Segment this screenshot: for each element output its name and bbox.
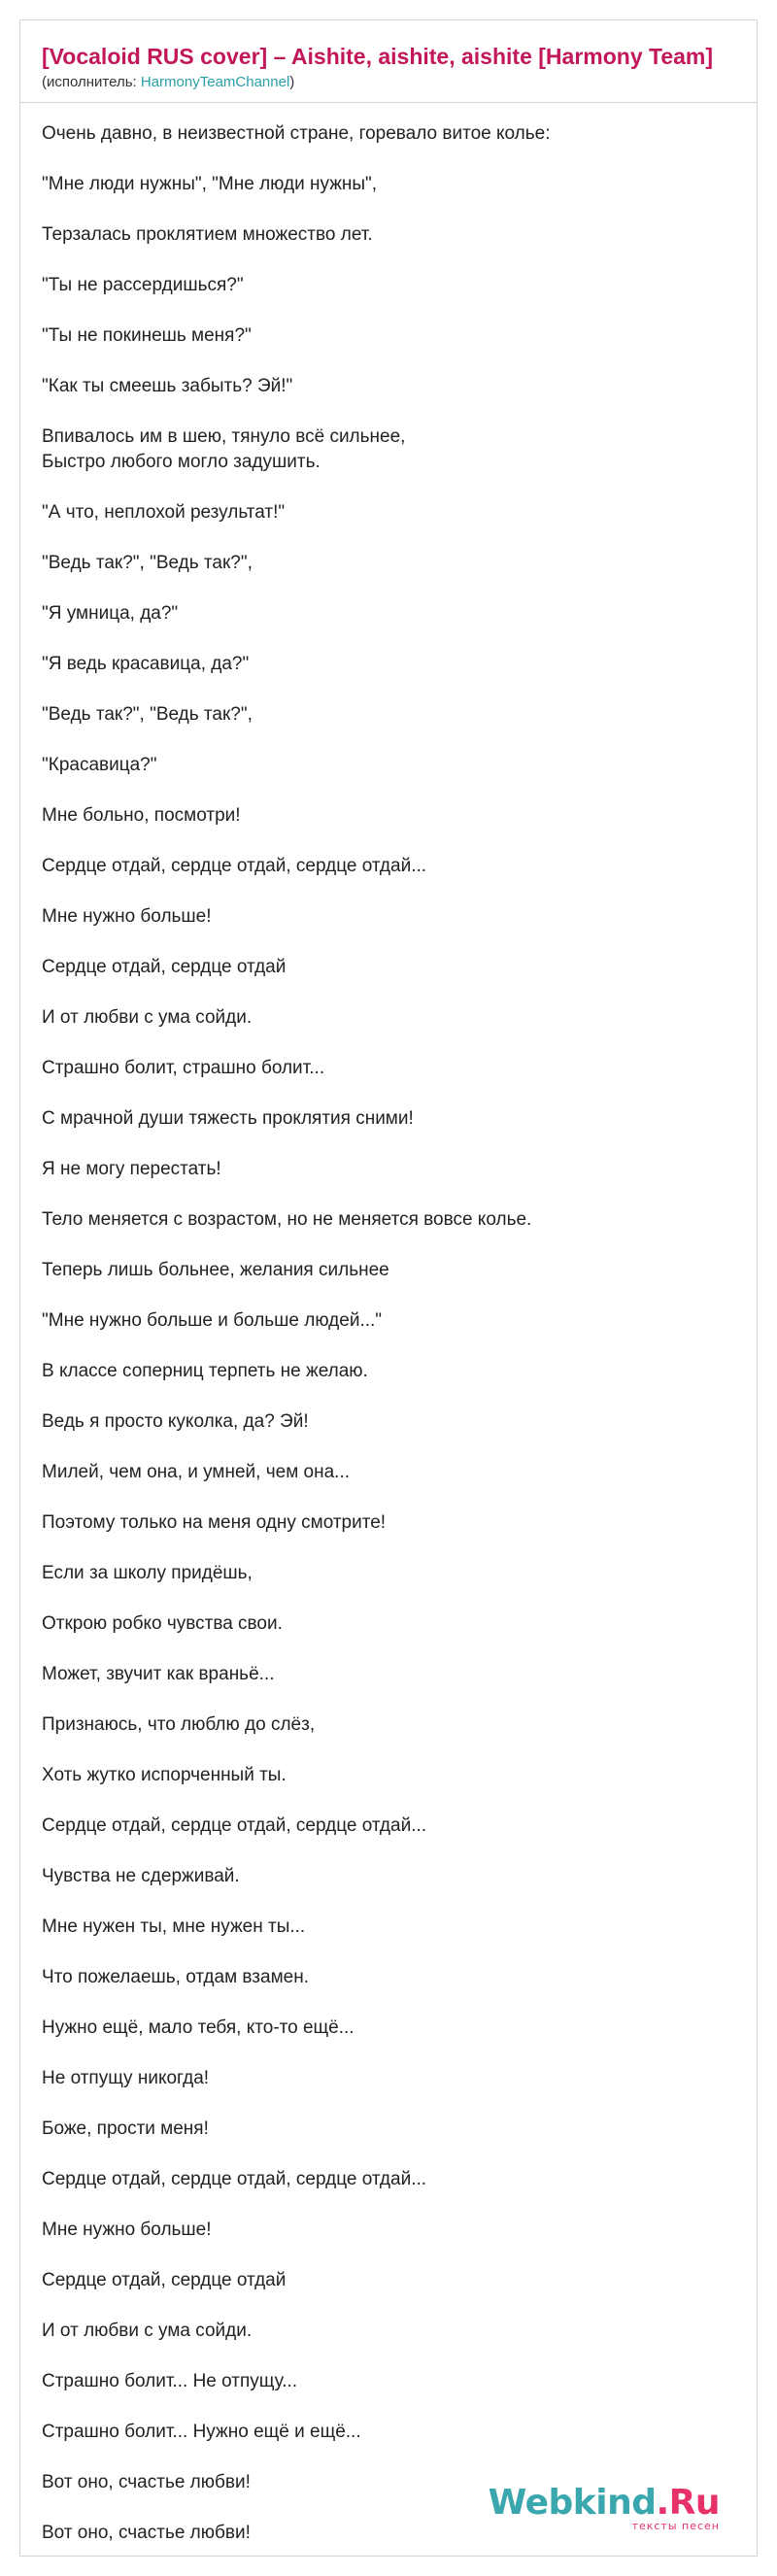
artist-prefix: (исполнитель: <box>42 74 141 90</box>
lyric-stanza <box>42 1965 741 1990</box>
lyric-line: В классе соперниц терпеть не желаю. <box>42 1361 368 1381</box>
lyric-line: "Ведь так?", "Ведь так?", <box>42 553 253 573</box>
lyric-stanza <box>42 2117 741 2142</box>
lyric-line: Мне больно, посмотри! <box>42 805 241 826</box>
lyric-line: Страшно болит... Не отпущу... <box>42 2371 298 2391</box>
lyric-line: "Я ведь красавица, да?" <box>42 654 250 674</box>
lyric-line: Сердце отдай, сердце отдай <box>42 2270 287 2290</box>
lyric-stanza <box>42 500 741 525</box>
lyric-stanza <box>42 2319 741 2344</box>
lyric-stanza <box>42 1662 741 1687</box>
lyric-stanza <box>42 121 741 147</box>
lyric-stanza <box>42 1864 741 1889</box>
lyric-stanza <box>42 1359 741 1384</box>
lyric-stanza <box>42 323 741 349</box>
lyric-stanza <box>42 1409 741 1435</box>
lyric-line: Милей, чем она, и умней, чем она... <box>42 1462 350 1482</box>
lyric-line: Открою робко чувства свои. <box>42 1613 283 1634</box>
song-title: [Vocaloid RUS cover] – Aishite, aishite, aishite [Harmony Team] <box>42 44 714 69</box>
lyric-line: Страшно болит, страшно болит... <box>42 1058 325 1078</box>
lyric-line: Вот оно, счастье любви! <box>42 2472 251 2492</box>
lyric-line: С мрачной души тяжесть проклятия сними! <box>42 1108 414 1129</box>
logo-domain-text: .Ru <box>656 2483 720 2523</box>
artist-suffix: ) <box>289 74 295 90</box>
lyric-line: Мне нужен ты, мне нужен ты... <box>42 1916 306 1937</box>
lyric-stanza <box>42 601 741 627</box>
lyric-line: Мне нужно больше! <box>42 2220 212 2240</box>
lyric-line: Впивалось им в шею, тянуло всё сильнее, <box>42 426 406 447</box>
lyric-stanza <box>42 1460 741 1485</box>
lyric-stanza <box>42 1106 741 1132</box>
song-header <box>20 20 757 92</box>
lyric-line: Сердце отдай, сердце отдай, сердце отдай... <box>42 856 427 876</box>
lyric-line: "Ведь так?", "Ведь так?", <box>42 704 253 725</box>
artist-link[interactable]: HarmonyTeamChannel <box>140 74 290 90</box>
lyric-line: Если за школу придёшь, <box>42 1563 253 1583</box>
lyric-stanza <box>42 2066 741 2091</box>
lyric-stanza <box>42 1915 741 1940</box>
lyric-stanza <box>42 2268 741 2293</box>
lyric-line: Вот оно, счастье любви! <box>42 2523 251 2543</box>
lyric-stanza <box>42 172 741 197</box>
lyric-line: Боже, прости меня! <box>42 2118 209 2139</box>
lyric-stanza <box>42 2369 741 2394</box>
lyric-stanza <box>42 1813 741 1839</box>
lyric-line: Чувства не сдерживай. <box>42 1866 240 1886</box>
lyric-stanza <box>42 222 741 248</box>
lyric-stanza <box>42 1763 741 1788</box>
lyric-stanza <box>42 803 741 829</box>
header-divider <box>20 102 757 103</box>
lyric-stanza <box>42 1157 741 1182</box>
webkind-logo[interactable] <box>489 2485 720 2532</box>
lyric-line: Признаюсь, что люблю до слёз, <box>42 1714 316 1735</box>
lyric-line: Ведь я просто куколка, да? Эй! <box>42 1411 309 1432</box>
lyric-stanza <box>42 904 741 930</box>
logo-main-text: Webkind <box>488 2483 657 2523</box>
lyric-stanza <box>42 1258 741 1283</box>
lyric-line: Сердце отдай, сердце отдай, сердце отдай... <box>42 1815 427 1836</box>
lyric-line: Я не могу перестать! <box>42 1159 221 1179</box>
lyric-line: И от любви с ума сойди. <box>42 2321 253 2341</box>
lyric-line: Хоть жутко испорченный ты. <box>42 1765 287 1785</box>
lyric-line: Мне нужно больше! <box>42 906 212 927</box>
lyric-line: Может, звучит как враньё... <box>42 1664 275 1684</box>
lyric-stanza <box>42 1308 741 1334</box>
lyric-line: Страшно болит... Нужно ещё и ещё... <box>42 2422 361 2442</box>
lyric-line: Что пожелаешь, отдам взамен. <box>42 1967 309 1987</box>
lyric-stanza <box>42 374 741 399</box>
lyric-line: Терзалась проклятием множество лет. <box>42 224 373 245</box>
lyric-line: Быстро любого могло задушить. <box>42 452 321 472</box>
lyric-stanza <box>42 273 741 298</box>
lyric-line: "Мне люди нужны", "Мне люди нужны", <box>42 174 378 194</box>
lyric-stanza <box>42 1611 741 1637</box>
lyric-stanza <box>42 1056 741 1081</box>
lyric-stanza <box>42 652 741 677</box>
artist-line <box>42 73 757 92</box>
logo-tagline: тексты песен <box>631 2520 720 2532</box>
lyric-stanza <box>42 955 741 980</box>
lyric-line: "Мне нужно больше и больше людей..." <box>42 1310 383 1331</box>
lyric-line: "Я умница, да?" <box>42 603 179 624</box>
lyric-stanza <box>42 551 741 576</box>
lyric-line: Поэтому только на меня одну смотрите! <box>42 1512 387 1533</box>
lyric-stanza <box>42 1561 741 1586</box>
lyric-stanza <box>42 2218 741 2243</box>
lyric-stanza <box>42 702 741 728</box>
lyric-line: "Ты не покинешь меня?" <box>42 325 252 346</box>
lyric-line: Не отпущу никогда! <box>42 2068 210 2088</box>
page-frame <box>19 19 758 2557</box>
lyric-stanza <box>42 2420 741 2445</box>
lyric-stanza <box>42 1510 741 1536</box>
lyrics-body <box>42 121 741 2571</box>
lyric-stanza <box>42 854 741 879</box>
lyric-line: И от любви с ума сойди. <box>42 1007 253 1028</box>
lyric-line: Теперь лишь больнее, желания сильнее <box>42 1260 389 1280</box>
lyric-line: Нужно ещё, мало тебя, кто-то ещё... <box>42 2017 355 2038</box>
lyric-line: Очень давно, в неизвестной стране, горевало витое колье: <box>42 123 551 144</box>
lyric-stanza <box>42 1005 741 1031</box>
lyric-stanza <box>42 753 741 778</box>
lyric-line: "Как ты смеешь забыть? Эй!" <box>42 376 293 396</box>
lyric-stanza <box>42 2167 741 2192</box>
lyric-line: Сердце отдай, сердце отдай, сердце отдай... <box>42 2169 427 2189</box>
lyric-line: Сердце отдай, сердце отдай <box>42 957 287 977</box>
lyric-line: Тело меняется с возрастом, но не меняется вовсе колье. <box>42 1209 532 1230</box>
logo-wordmark <box>489 2485 720 2522</box>
lyric-line: "Красавица?" <box>42 755 157 775</box>
lyric-stanza <box>42 1712 741 1738</box>
lyric-stanza <box>42 1207 741 1233</box>
lyric-stanza <box>42 424 741 475</box>
lyric-stanza <box>42 2016 741 2041</box>
lyric-line: "А что, неплохой результат!" <box>42 502 286 523</box>
lyric-line: "Ты не рассердишься?" <box>42 275 244 295</box>
